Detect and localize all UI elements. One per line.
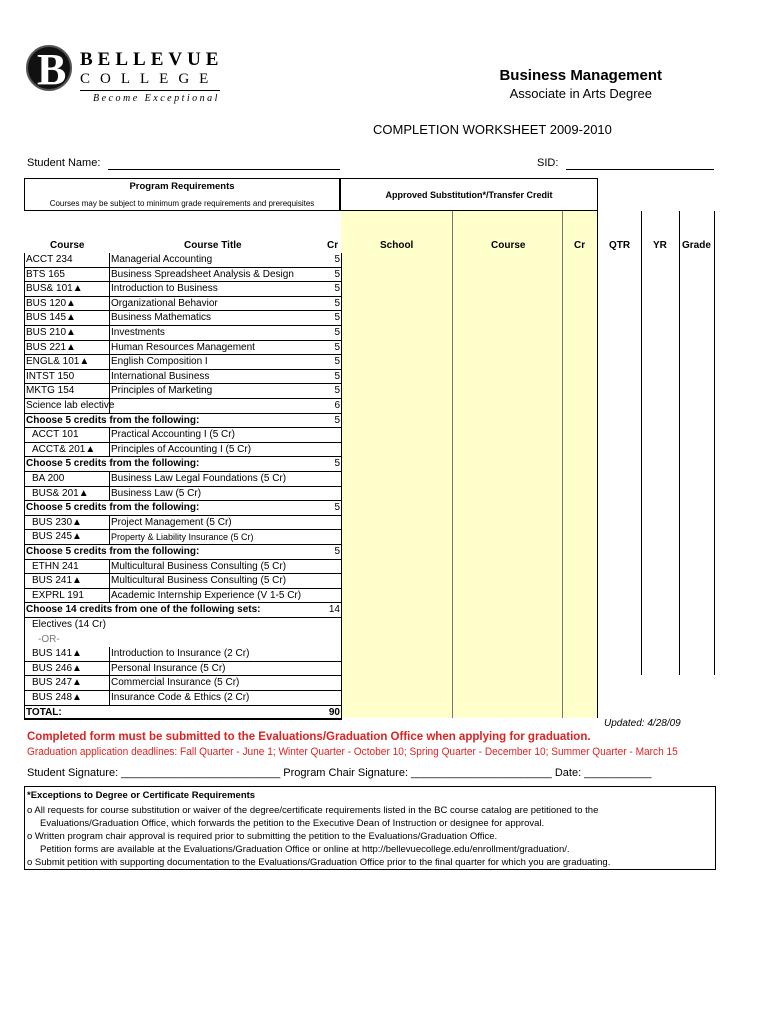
row-divider — [109, 399, 110, 414]
course-row — [24, 443, 342, 458]
total-row — [24, 706, 342, 721]
sub-divider-2 — [562, 211, 563, 718]
course-row — [24, 326, 342, 341]
substitution-title: Approved Substitution*/Transfer Credit — [385, 190, 553, 200]
course-row — [24, 297, 342, 312]
row-left-border — [24, 297, 25, 312]
row-right-border — [341, 297, 342, 312]
course-code: Science lab elective — [26, 400, 115, 411]
row-divider — [109, 370, 110, 385]
student-name-label: Student Name: — [27, 157, 101, 169]
row-right-border — [341, 326, 342, 341]
course-row — [24, 370, 342, 385]
col-sub-course: Course — [491, 240, 526, 251]
course-credits: 5 — [334, 297, 340, 309]
college-logo — [26, 45, 72, 94]
course-code: TOTAL: — [26, 706, 62, 718]
row-left-border — [24, 414, 25, 429]
row-right-border — [341, 516, 342, 531]
course-credits: 14 — [328, 604, 340, 616]
row-left-border — [24, 443, 25, 458]
row-right-border — [341, 603, 342, 618]
page-title: Business Management — [499, 67, 662, 84]
course-row — [24, 589, 342, 604]
course-row — [24, 516, 342, 531]
course-credits: 5 — [334, 502, 340, 514]
course-row — [24, 487, 342, 502]
course-code: BUS 245▲ — [32, 531, 82, 543]
course-code: BUS 230▲ — [32, 516, 82, 528]
course-code: Choose 5 credits from the following: — [26, 458, 200, 470]
course-row — [24, 662, 342, 677]
course-credits: 5 — [334, 546, 340, 557]
course-title: Project Management (5 Cr) — [111, 516, 232, 528]
course-title: Business Law Legal Foundations (5 Cr) — [111, 473, 287, 484]
course-row — [24, 676, 342, 691]
course-credits: 90 — [328, 706, 340, 718]
choose-row — [24, 545, 342, 560]
row-left-border — [24, 691, 25, 706]
course-code: BUS 221▲ — [26, 341, 76, 353]
row-left-border — [24, 516, 25, 531]
substitution-area[interactable] — [341, 211, 597, 718]
course-title: Commercial Insurance (5 Cr) — [111, 677, 240, 689]
course-row — [24, 647, 342, 662]
row-right-border — [341, 662, 342, 677]
row-right-border — [341, 574, 342, 589]
row-right-border — [341, 311, 342, 326]
course-title: Principles of Accounting I (5 Cr) — [111, 443, 252, 455]
grade-divider — [714, 211, 715, 675]
course-row — [24, 384, 342, 399]
col-course: Course — [50, 240, 85, 251]
course-code: Choose 5 credits from the following: — [26, 502, 200, 514]
course-row — [24, 618, 342, 633]
row-right-border — [341, 399, 342, 414]
row-divider — [109, 560, 110, 575]
student-name-field[interactable] — [108, 169, 340, 170]
qtr-divider — [641, 211, 642, 675]
choose-row — [24, 603, 342, 618]
worksheet-title: COMPLETION WORKSHEET 2009-2010 — [373, 122, 612, 137]
course-title: Personal Insurance (5 Cr) — [111, 662, 226, 674]
exceptions-title: *Exceptions to Degree or Certificate Requirements — [27, 790, 256, 801]
course-credits: 5 — [334, 356, 340, 368]
course-credits: 5 — [334, 312, 340, 324]
course-title: Introduction to Insurance (2 Cr) — [111, 648, 250, 660]
deadlines-notice: Graduation application deadlines: Fall Quarter - June 1; Winter Quarter - October 10; Spring Quarter - December 10; Summer Quarter - March 15 — [27, 746, 678, 758]
row-right-border — [341, 355, 342, 370]
row-right-border — [341, 530, 342, 545]
row-left-border — [24, 633, 25, 648]
logo-college: COLLEGE — [80, 71, 219, 87]
row-right-border — [341, 618, 342, 633]
program-requirements-note: Courses may be subject to minimum grade requirements and prerequisites — [49, 199, 315, 208]
row-left-border — [24, 268, 25, 283]
row-right-border — [341, 341, 342, 356]
course-credits: 5 — [334, 341, 340, 353]
row-right-border — [341, 384, 342, 399]
course-row — [24, 691, 342, 706]
course-title: Multicultural Business Consulting (5 Cr) — [111, 575, 287, 587]
logo-tagline: Become Exceptional — [93, 93, 220, 104]
course-title: Principles of Marketing — [111, 385, 213, 397]
course-code: EXPRL 191 — [32, 589, 84, 601]
row-left-border — [24, 355, 25, 370]
row-left-border — [24, 282, 25, 297]
row-left-border — [24, 428, 25, 443]
course-credits: 5 — [334, 327, 340, 338]
row-left-border — [24, 647, 25, 662]
course-row — [24, 341, 342, 356]
row-left-border — [24, 545, 25, 560]
course-code: BTS 165 — [26, 268, 65, 280]
course-credits: 5 — [334, 385, 340, 397]
course-credits: 5 — [334, 283, 340, 295]
course-code: BUS 248▲ — [32, 692, 82, 703]
yr-divider — [679, 211, 680, 675]
row-left-border — [24, 384, 25, 399]
row-divider — [109, 355, 110, 370]
row-right-border — [341, 691, 342, 706]
exception-item-1: o All requests for course substitution or waiver of the degree/certificate requirements listed in the BC course catalog are petitioned to the — [27, 805, 599, 816]
course-code: Choose 5 credits from the following: — [26, 414, 200, 426]
course-code: ENGL& 101▲ — [26, 356, 90, 368]
row-right-border — [341, 443, 342, 458]
row-divider — [109, 589, 110, 604]
row-right-border — [341, 472, 342, 487]
course-row — [24, 399, 342, 414]
course-code: BUS 141▲ — [32, 648, 82, 660]
row-left-border — [24, 530, 25, 545]
row-left-border — [24, 399, 25, 414]
row-left-border — [24, 603, 25, 618]
col-qtr: QTR — [609, 240, 631, 251]
row-divider — [109, 516, 110, 531]
course-row — [24, 560, 342, 575]
row-left-border — [24, 560, 25, 575]
row-right-border — [341, 282, 342, 297]
col-course-title: Course Title — [184, 240, 242, 251]
course-title: Introduction to Business — [111, 283, 218, 295]
row-divider — [109, 574, 110, 589]
logo-rule — [80, 90, 220, 91]
row-right-border — [341, 428, 342, 443]
course-credits: 6 — [334, 400, 340, 411]
exception-item-2: o Written program chair approval is required prior to submitting the petition to the Evaluations/Graduation Office. — [27, 831, 498, 842]
course-title: Academic Internship Experience (V 1-5 Cr) — [111, 589, 302, 601]
course-code: ACCT 101 — [32, 429, 79, 441]
row-left-border — [24, 574, 25, 589]
course-credits: 5 — [334, 458, 340, 470]
page-subtitle: Associate in Arts Degree — [509, 86, 652, 101]
course-title: Practical Accounting I (5 Cr) — [111, 429, 235, 441]
course-code: ACCT& 201▲ — [32, 443, 96, 455]
exception-item-1-cont: Evaluations/Graduation Office, which forwards the petition to the Executive Dean of Instruction or designee for approval. — [40, 818, 545, 829]
row-rule — [24, 718, 342, 720]
row-divider — [109, 676, 110, 691]
row-right-border — [341, 560, 342, 575]
course-code: BUS& 201▲ — [32, 487, 89, 499]
row-left-border — [24, 676, 25, 691]
signature-line[interactable]: Student Signature: __________________________ Program Chair Signature: _______________________ Date: ___________ — [27, 767, 652, 779]
course-row — [24, 355, 342, 370]
col-sub-cr: Cr — [574, 240, 586, 251]
col-cr: Cr — [327, 240, 339, 251]
course-code: ACCT 234 — [26, 254, 73, 265]
row-left-border — [24, 501, 25, 516]
row-left-border — [24, 311, 25, 326]
row-right-border — [341, 545, 342, 560]
row-right-border — [341, 414, 342, 429]
course-code: BUS 247▲ — [32, 677, 82, 689]
course-title: International Business — [111, 370, 210, 382]
course-code: BUS 246▲ — [32, 662, 82, 674]
course-credits: 5 — [334, 254, 340, 265]
row-right-border — [341, 501, 342, 516]
sub-divider-3 — [597, 178, 598, 718]
row-right-border — [341, 268, 342, 283]
course-credits: 5 — [334, 268, 340, 280]
row-divider — [109, 311, 110, 326]
course-title: Multicultural Business Consulting (5 Cr) — [111, 560, 287, 572]
row-right-border — [341, 487, 342, 502]
course-title: Property & Liability Insurance (5 Cr) — [111, 532, 254, 543]
row-right-border — [341, 647, 342, 662]
row-right-border — [341, 457, 342, 472]
course-credits: 5 — [334, 370, 340, 382]
row-right-border — [341, 370, 342, 385]
sid-label: SID: — [537, 157, 559, 169]
course-credits: 5 — [334, 414, 340, 426]
row-left-border — [24, 662, 25, 677]
row-left-border — [24, 457, 25, 472]
row-divider — [109, 662, 110, 677]
col-school: School — [380, 240, 414, 251]
course-code: BUS 145▲ — [26, 312, 76, 324]
course-code: BUS 120▲ — [26, 297, 76, 309]
course-code: Choose 5 credits from the following: — [26, 546, 200, 557]
sub-divider-1 — [452, 211, 453, 718]
row-left-border — [24, 370, 25, 385]
course-title: Investments — [111, 327, 165, 338]
row-left-border — [24, 487, 25, 502]
course-code: BUS 210▲ — [26, 327, 76, 338]
course-code: MKTG 154 — [26, 385, 75, 397]
course-row — [24, 472, 342, 487]
course-row — [24, 633, 342, 648]
row-divider — [109, 268, 110, 283]
course-title: English Composition I — [111, 356, 208, 368]
exception-item-2-cont: Petition forms are available at the Evaluations/Graduation Office or online at http://bellevuecollege.edu/enrollment/graduation/. — [40, 844, 570, 855]
course-row — [24, 282, 342, 297]
course-title: Insurance Code & Ethics (2 Cr) — [111, 692, 250, 703]
row-divider — [109, 647, 110, 662]
choose-row — [24, 457, 342, 472]
row-divider — [109, 297, 110, 312]
row-divider — [109, 282, 110, 297]
sid-field[interactable] — [566, 169, 714, 170]
row-divider — [109, 691, 110, 706]
row-left-border — [24, 253, 25, 268]
row-divider — [109, 443, 110, 458]
course-code: ETHN 241 — [32, 560, 79, 572]
row-right-border — [341, 633, 342, 648]
row-divider — [109, 341, 110, 356]
row-divider — [109, 384, 110, 399]
row-right-border — [341, 589, 342, 604]
course-title: Organizational Behavior — [111, 297, 218, 309]
row-left-border — [24, 618, 25, 633]
course-row — [24, 253, 342, 268]
col-yr: YR — [653, 240, 667, 251]
course-code: -OR- — [38, 633, 60, 645]
course-code: INTST 150 — [26, 370, 75, 382]
course-row — [24, 574, 342, 589]
row-divider — [109, 472, 110, 487]
course-code: Choose 14 credits from one of the following sets: — [26, 604, 261, 616]
course-row — [24, 530, 342, 545]
course-title: Managerial Accounting — [111, 254, 213, 265]
row-right-border — [341, 253, 342, 268]
choose-row — [24, 501, 342, 516]
row-left-border — [24, 472, 25, 487]
col-grade: Grade — [682, 240, 711, 251]
choose-row — [24, 414, 342, 429]
course-row — [24, 428, 342, 443]
program-requirements-title: Program Requirements — [129, 181, 235, 192]
logo-name: BELLEVUE — [80, 49, 224, 70]
grade-divider-bottom — [714, 645, 715, 675]
row-divider — [109, 253, 110, 268]
row-left-border — [24, 341, 25, 356]
course-code: Electives (14 Cr) — [32, 619, 106, 630]
completed-notice: Completed form must be submitted to the Evaluations/Graduation Office when applying for graduation. — [27, 731, 591, 743]
row-left-border — [24, 589, 25, 604]
updated-date: Updated: 4/28/09 — [604, 718, 681, 729]
exception-item-3: o Submit petition with supporting documentation to the Evaluations/Graduation Office prior to the final quarter for which you are graduating. — [27, 857, 611, 868]
row-divider — [109, 487, 110, 502]
course-title: Business Law (5 Cr) — [111, 487, 202, 499]
row-divider — [109, 326, 110, 341]
course-title: Business Mathematics — [111, 312, 212, 324]
logo-letter: B — [37, 45, 67, 94]
row-divider — [109, 530, 110, 545]
row-left-border — [24, 326, 25, 341]
course-row — [24, 268, 342, 283]
row-right-border — [341, 676, 342, 691]
course-title: Human Resources Management — [111, 341, 255, 353]
course-code: BUS 241▲ — [32, 575, 82, 587]
row-divider — [109, 428, 110, 443]
course-code: BUS& 101▲ — [26, 283, 83, 295]
course-title: Business Spreadsheet Analysis & Design — [111, 268, 294, 280]
course-row — [24, 311, 342, 326]
course-code: BA 200 — [32, 473, 65, 484]
